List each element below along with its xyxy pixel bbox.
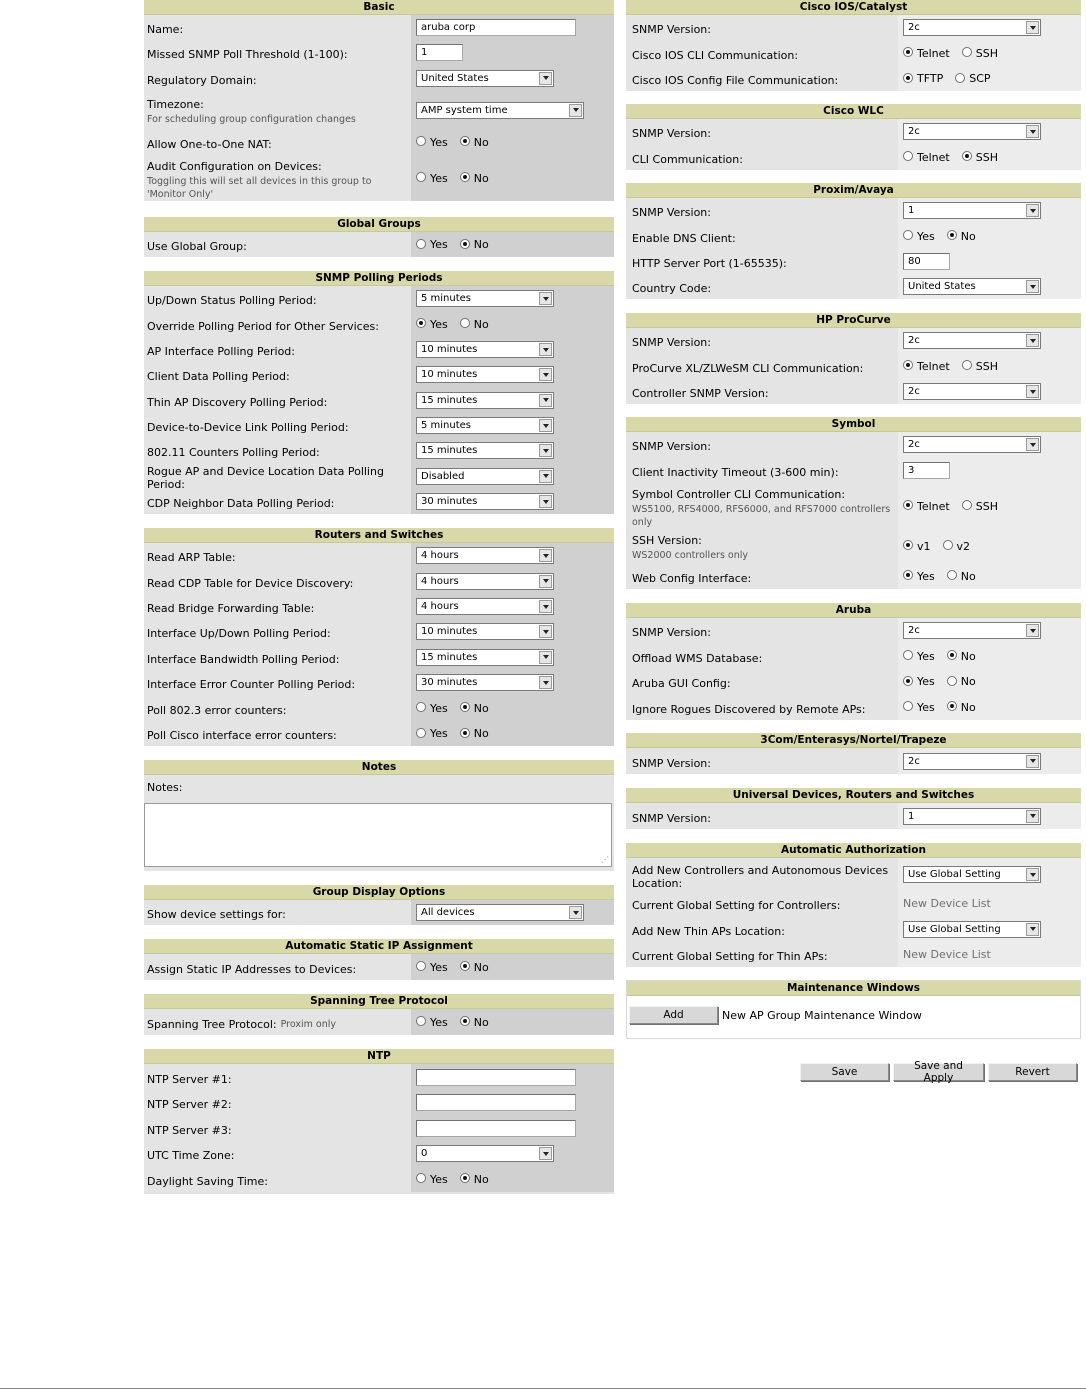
nat-no-radio[interactable]: [460, 136, 470, 146]
static-ip-no-radio[interactable]: [460, 961, 470, 971]
ios-scp-radio[interactable]: [955, 73, 965, 83]
timezone-sub: For scheduling group configuration changes: [147, 114, 356, 125]
save-button[interactable]: Save: [800, 1063, 889, 1081]
chevron-down-icon: [1026, 438, 1039, 451]
section-title: Proxim/Avaya: [626, 183, 1081, 198]
chevron-down-icon: [539, 470, 552, 483]
chevron-down-icon: [569, 906, 582, 919]
snmp-version-label: SNMP Version:: [632, 811, 711, 825]
dst-label: Daylight Saving Time:: [147, 1174, 268, 1188]
router-label: Interface Bandwidth Polling Period:: [147, 652, 340, 666]
stp-no-radio[interactable]: [460, 1016, 470, 1026]
procurve-ssh-radio[interactable]: [962, 360, 972, 370]
snmp-version-label: SNMP Version:: [632, 23, 711, 36]
snmp-version-label: SNMP Version:: [632, 440, 711, 453]
missed-snmp-label: Missed SNMP Poll Threshold (1-100):: [147, 48, 348, 61]
polling-label: Rogue AP and Device Location Data Polling Period:: [147, 465, 384, 491]
controller-snmp-select[interactable]: 2c: [903, 383, 1041, 400]
snmp-version-select[interactable]: 2c: [903, 622, 1041, 639]
utc-label: UTC Time Zone:: [147, 1149, 235, 1162]
section-title: Basic: [144, 0, 614, 15]
snmp-version-select[interactable]: 2c: [903, 123, 1041, 140]
section-title: Automatic Static IP Assignment: [144, 939, 614, 954]
polling-label: Up/Down Status Polling Period:: [147, 294, 317, 307]
polling-select[interactable]: 10 minutes: [416, 341, 554, 358]
cisco-wlc-section: Cisco WLC SNMP Version: 2c CLI Communication: Telnet SSH: [626, 104, 1081, 170]
name-label: Name:: [147, 23, 184, 36]
static-ip-label: Assign Static IP Addresses to Devices:: [147, 962, 357, 976]
global-group-no-radio[interactable]: [460, 239, 470, 249]
stp-sub: Proxim only: [280, 1018, 337, 1030]
snmp-polling-section: SNMP Polling Periods Up/Down Status Polling Period: 5 minutes Override Polling Period for Other Services: Yes No AP Interface Polling Period: 10 minutes Client Data Polling Period: 10 minutes Thin AP Discovery Polling Period: 15 minutes Device-to-Device Link Polling Period: 5 minutes 802.11 Counters Polling Period: 15 minutes Rogue AP and Device Location Data Polling Period: Disabled CDP Neighbor Data Polling Period: 30 minutes: [144, 271, 614, 514]
ntp-server-3-input[interactable]: [416, 1120, 576, 1137]
poll-cisco-yes-radio[interactable]: [416, 728, 426, 738]
chevron-down-icon: [1026, 21, 1039, 34]
offload-yes-radio[interactable]: [903, 650, 913, 660]
symbol-ssh-radio[interactable]: [962, 500, 972, 510]
ssh-version-label: SSH Version:: [632, 534, 702, 547]
regulatory-domain-select[interactable]: United States: [416, 70, 554, 87]
aruba-gui-label: Aruba GUI Config:: [632, 677, 731, 690]
polling-label: Device-to-Device Link Polling Period:: [147, 421, 349, 434]
chevron-down-icon: [539, 1147, 552, 1160]
router-label: Interface Error Counter Polling Period:: [147, 678, 356, 691]
ntp-server-1-input[interactable]: [416, 1069, 576, 1086]
router-select[interactable]: 15 minutes: [416, 649, 554, 666]
right-column: [626, 0, 1081, 1084]
chevron-down-icon: [539, 600, 552, 613]
audit-sub: Toggling this will set all devices in this group to 'Monitor Only': [147, 175, 372, 200]
offload-no-radio[interactable]: [947, 650, 957, 660]
chevron-down-icon: [539, 495, 552, 508]
ios-cli-label: Cisco IOS CLI Communication:: [632, 48, 799, 62]
notes-label: Notes:: [147, 781, 183, 794]
ios-config-label: Cisco IOS Config File Communication:: [632, 74, 839, 87]
poll-8023-yes-radio[interactable]: [416, 702, 426, 712]
section-title: Maintenance Windows: [627, 981, 1080, 996]
timezone-label: Timezone:: [147, 98, 204, 111]
ignore-rogues-label: Ignore Rogues Discovered by Remote APs:: [632, 702, 866, 716]
polling-label: Client Data Polling Period:: [147, 370, 290, 383]
audit-no-radio[interactable]: [460, 172, 470, 182]
polling-select[interactable]: 30 minutes: [416, 493, 554, 510]
chevron-down-icon: [539, 292, 552, 305]
chevron-down-icon: [1026, 125, 1039, 138]
chevron-down-icon: [569, 104, 582, 117]
ssh-v1-radio[interactable]: [903, 540, 913, 550]
chevron-down-icon: [539, 72, 552, 85]
wlc-telnet-radio[interactable]: [903, 151, 913, 161]
inactivity-timeout-input[interactable]: 3: [903, 462, 950, 479]
override-no-radio[interactable]: [460, 318, 470, 328]
left-column: [144, 0, 614, 1208]
section-title: Symbol: [626, 417, 1081, 432]
chevron-down-icon: [539, 549, 552, 562]
group-display-section: [144, 885, 614, 925]
notes-textarea[interactable]: [144, 803, 612, 867]
ntp-server-2-input[interactable]: [416, 1094, 576, 1111]
router-select[interactable]: 10 minutes: [416, 623, 554, 640]
ssh-v2-radio[interactable]: [943, 540, 953, 550]
chevron-down-icon: [1026, 868, 1039, 881]
router-select[interactable]: 4 hours: [416, 598, 554, 615]
static-ip-section: Automatic Static IP Assignment Assign Static IP Addresses to Devices: Yes No: [144, 939, 614, 980]
add-maintenance-button[interactable]: Add: [629, 1006, 718, 1024]
snmp-version-select[interactable]: 2c: [903, 753, 1041, 770]
threecom-section: [626, 733, 1081, 774]
polling-label: 802.11 Counters Polling Period:: [147, 446, 320, 459]
revert-button[interactable]: Revert: [988, 1063, 1077, 1081]
polling-select[interactable]: 10 minutes: [416, 366, 554, 383]
dns-client-label: Enable DNS Client:: [632, 231, 736, 245]
global-group-yes-radio[interactable]: [416, 239, 426, 249]
http-port-input[interactable]: 80: [903, 253, 950, 270]
chevron-down-icon: [1026, 385, 1039, 398]
symbol-cli-label: Symbol Controller CLI Communication:: [632, 487, 846, 501]
offload-wms-label: Offload WMS Database:: [632, 651, 763, 665]
procurve-telnet-radio[interactable]: [903, 360, 913, 370]
polling-select[interactable]: Disabled: [416, 468, 554, 485]
section-title: Group Display Options: [144, 885, 614, 900]
timezone-select[interactable]: AMP system time: [416, 102, 584, 119]
override-yes-radio[interactable]: [416, 318, 426, 328]
chevron-down-icon: [539, 651, 552, 664]
rogues-yes-radio[interactable]: [903, 701, 913, 711]
chevron-down-icon: [539, 444, 552, 457]
wlc-ssh-radio[interactable]: [962, 151, 972, 161]
chevron-down-icon: [539, 575, 552, 588]
display-select[interactable]: All devices: [416, 904, 584, 921]
poll-cisco-no-radio[interactable]: [460, 728, 470, 738]
global-groups-section: Global Groups Use Global Group: Yes No: [144, 217, 614, 257]
aruba-gui-yes-radio[interactable]: [903, 676, 913, 686]
procurve-cli-label: ProCurve XL/ZLWeSM CLI Communication:: [632, 361, 864, 375]
chevron-down-icon: [1026, 923, 1039, 936]
maintenance-section: [626, 980, 1081, 1039]
resize-grip-icon[interactable]: ⋰: [601, 855, 609, 864]
chevron-down-icon: [539, 419, 552, 432]
polling-select[interactable]: 15 minutes: [416, 392, 554, 409]
ctrl-global-label: Current Global Setting for Controllers:: [632, 899, 841, 912]
utc-select[interactable]: 0: [416, 1145, 554, 1162]
router-label: Read CDP Table for Device Discovery:: [147, 576, 354, 590]
maintenance-text: New AP Group Maintenance Window: [722, 1008, 922, 1022]
ntp-section: NTP NTP Server #1: NTP Server #2: NTP Server #3: UTC Time Zone: 0 Daylight Saving Time: Yes No: [144, 1049, 614, 1194]
section-title: Notes: [144, 760, 614, 775]
polling-select[interactable]: 5 minutes: [416, 290, 554, 307]
symbol-section: Symbol SNMP Version: 2c Client Inactivity Timeout (3-600 min): 3 Symbol Controller CLI Communication: WS5100, RFS4000, RFS6000, and RFS7000 controllers only Telnet SSH SSH Version: WS2000 controllers only v1 v2 Web Config Interface: Yes No: [626, 417, 1081, 589]
aruba-section: Aruba SNMP Version: 2c Offload WMS Database: Yes No Aruba GUI Config: Yes No Ignore Rogues Discovered by Remote APs: Yes No: [626, 603, 1081, 720]
save-and-apply-button[interactable]: Save and Apply: [893, 1063, 984, 1081]
notes-section: [144, 760, 614, 871]
regulatory-domain-label: Regulatory Domain:: [147, 73, 257, 87]
router-label: Read Bridge Forwarding Table:: [147, 602, 315, 615]
poll-8023-no-radio[interactable]: [460, 702, 470, 712]
chevron-down-icon: [539, 625, 552, 638]
snmp-version-select[interactable]: 2c: [903, 332, 1041, 349]
router-select[interactable]: 4 hours: [416, 573, 554, 590]
section-title: 3Com/Enterasys/Nortel/Trapeze: [626, 733, 1081, 748]
ios-tftp-radio[interactable]: [903, 73, 913, 83]
audit-yes-radio[interactable]: [416, 172, 426, 182]
ios-ssh-radio[interactable]: [962, 47, 972, 57]
ios-telnet-radio[interactable]: [903, 47, 913, 57]
dst-yes-radio[interactable]: [416, 1173, 426, 1183]
router-select[interactable]: 30 minutes: [416, 674, 554, 691]
snmp-version-label: SNMP Version:: [632, 127, 711, 140]
universal-section: [626, 788, 1081, 829]
section-title: Automatic Authorization: [626, 843, 1081, 858]
snmp-version-select[interactable]: 1: [903, 808, 1041, 825]
thin-global-value: New Device List: [903, 948, 991, 961]
chevron-down-icon: [1026, 755, 1039, 768]
nat-label: Allow One-to-One NAT:: [147, 137, 272, 151]
spanning-tree-section: Spanning Tree Protocol Spanning Tree Protocol: Proxim only Yes No: [144, 994, 614, 1035]
override-label: Override Polling Period for Other Services:: [147, 319, 379, 333]
ctrl-location-select[interactable]: Use Global Setting: [903, 866, 1041, 883]
polling-select[interactable]: 5 minutes: [416, 417, 554, 434]
thin-location-select[interactable]: Use Global Setting: [903, 921, 1041, 938]
section-title: Cisco WLC: [626, 104, 1081, 119]
snmp-version-select[interactable]: 1: [903, 202, 1041, 219]
ntp-server-1-label: NTP Server #1:: [147, 1072, 232, 1086]
polling-label: Thin AP Discovery Polling Period:: [147, 395, 328, 409]
ctrl-location-label: Add New Controllers and Autonomous Devices Location:: [632, 863, 889, 890]
dns-no-radio[interactable]: [947, 230, 957, 240]
auto-auth-section: [626, 843, 1081, 967]
footer-divider: [0, 1388, 1086, 1389]
section-title: NTP: [144, 1049, 614, 1064]
audit-label: Audit Configuration on Devices:: [147, 159, 322, 173]
web-config-yes-radio[interactable]: [903, 570, 913, 580]
web-config-no-radio[interactable]: [947, 570, 957, 580]
thin-global-label: Current Global Setting for Thin APs:: [632, 950, 828, 963]
chevron-down-icon: [1026, 204, 1039, 217]
section-title: SNMP Polling Periods: [144, 271, 614, 286]
chevron-down-icon: [539, 368, 552, 381]
section-title: Routers and Switches: [144, 528, 614, 543]
router-label: Interface Up/Down Polling Period:: [147, 627, 331, 640]
symbol-telnet-radio[interactable]: [903, 500, 913, 510]
dst-no-radio[interactable]: [460, 1173, 470, 1183]
snmp-version-select[interactable]: 2c: [903, 19, 1041, 36]
inactivity-timeout-label: Client Inactivity Timeout (3-600 min):: [632, 465, 839, 479]
country-code-select[interactable]: United States: [903, 278, 1041, 295]
polling-select[interactable]: 15 minutes: [416, 442, 554, 459]
snmp-version-label: SNMP Version:: [632, 626, 711, 639]
missed-snmp-input[interactable]: 1: [416, 44, 463, 61]
wlc-cli-label: CLI Communication:: [632, 152, 743, 166]
global-group-label: Use Global Group:: [147, 240, 247, 253]
section-title: Cisco IOS/Catalyst: [626, 0, 1081, 15]
polling-label: CDP Neighbor Data Polling Period:: [147, 497, 335, 510]
routers-switches-section: Routers and Switches Read ARP Table: 4 hours Read CDP Table for Device Discovery: 4 hours Read Bridge Forwarding Table: 4 hours Interface Up/Down Polling Period: 10 minutes Interface Bandwidth Polling Period: 15 minutes Interface Error Counter Polling Period: 30 minutes Poll 802.3 error counters: Yes No Poll Cisco interface error counters: Yes No: [144, 528, 614, 746]
poll-cisco-label: Poll Cisco interface error counters:: [147, 729, 337, 742]
section-title: Spanning Tree Protocol: [144, 994, 614, 1009]
stp-label: Spanning Tree Protocol:: [147, 1017, 277, 1031]
display-label: Show device settings for:: [147, 908, 286, 921]
ntp-server-3-label: NTP Server #3:: [147, 1123, 232, 1137]
section-title: HP ProCurve: [626, 313, 1081, 328]
rogues-no-radio[interactable]: [947, 701, 957, 711]
snmp-version-label: SNMP Version:: [632, 336, 711, 349]
section-title: Global Groups: [144, 217, 614, 232]
polling-label: AP Interface Polling Period:: [147, 345, 295, 358]
ntp-server-2-label: NTP Server #2:: [147, 1098, 232, 1111]
chevron-down-icon: [1026, 280, 1039, 293]
chevron-down-icon: [1026, 334, 1039, 347]
snmp-version-label: SNMP Version:: [632, 206, 711, 219]
router-label: Read ARP Table:: [147, 551, 236, 564]
action-buttons: [626, 1060, 1081, 1084]
chevron-down-icon: [539, 676, 552, 689]
name-input[interactable]: aruba corp: [416, 19, 576, 36]
router-select[interactable]: 4 hours: [416, 547, 554, 564]
snmp-version-label: SNMP Version:: [632, 756, 711, 770]
nat-yes-radio[interactable]: [416, 136, 426, 146]
hp-procurve-section: HP ProCurve SNMP Version: 2c ProCurve XL/ZLWeSM CLI Communication: Telnet SSH Controller SNMP Version: 2c: [626, 313, 1081, 404]
aruba-gui-no-radio[interactable]: [947, 676, 957, 686]
proxim-section: Proxim/Avaya SNMP Version: 1 Enable DNS Client: Yes No HTTP Server Port (1-65535): 80 Country Code: United States: [626, 183, 1081, 299]
symbol-cli-sub: WS5100, RFS4000, RFS6000, and RFS7000 controllers only: [632, 503, 891, 528]
country-code-label: Country Code:: [632, 282, 712, 295]
chevron-down-icon: [539, 394, 552, 407]
stp-yes-radio[interactable]: [416, 1016, 426, 1026]
poll-8023-label: Poll 802.3 error counters:: [147, 703, 287, 717]
controller-snmp-label: Controller SNMP Version:: [632, 387, 769, 400]
http-port-label: HTTP Server Port (1-65535):: [632, 257, 787, 270]
chevron-down-icon: [1026, 624, 1039, 637]
web-config-label: Web Config Interface:: [632, 571, 752, 585]
section-title: Aruba: [626, 603, 1081, 618]
section-title: Universal Devices, Routers and Switches: [626, 788, 1081, 803]
ssh-version-sub: WS2000 controllers only: [632, 550, 749, 561]
chevron-down-icon: [539, 343, 552, 356]
thin-location-label: Add New Thin APs Location:: [632, 924, 785, 938]
cisco-ios-section: Cisco IOS/Catalyst SNMP Version: 2c Cisco IOS CLI Communication: Telnet SSH Cisco IOS Config File Communication: TFTP SCP: [626, 0, 1081, 91]
static-ip-yes-radio[interactable]: [416, 961, 426, 971]
chevron-down-icon: [1026, 810, 1039, 823]
ctrl-global-value: New Device List: [903, 897, 991, 910]
basic-section: Basic Name: aruba corp Missed SNMP Poll Threshold (1-100): 1 Regulatory Domain: United States Timezone: For scheduling group configuration changes AMP system time Allow One-to-One NAT: Yes No Audit Configuration on Devices: Toggling this will set all devices in this group to 'Monitor Only' Yes No: [144, 0, 614, 201]
dns-yes-radio[interactable]: [903, 230, 913, 240]
snmp-version-select[interactable]: 2c: [903, 436, 1041, 453]
